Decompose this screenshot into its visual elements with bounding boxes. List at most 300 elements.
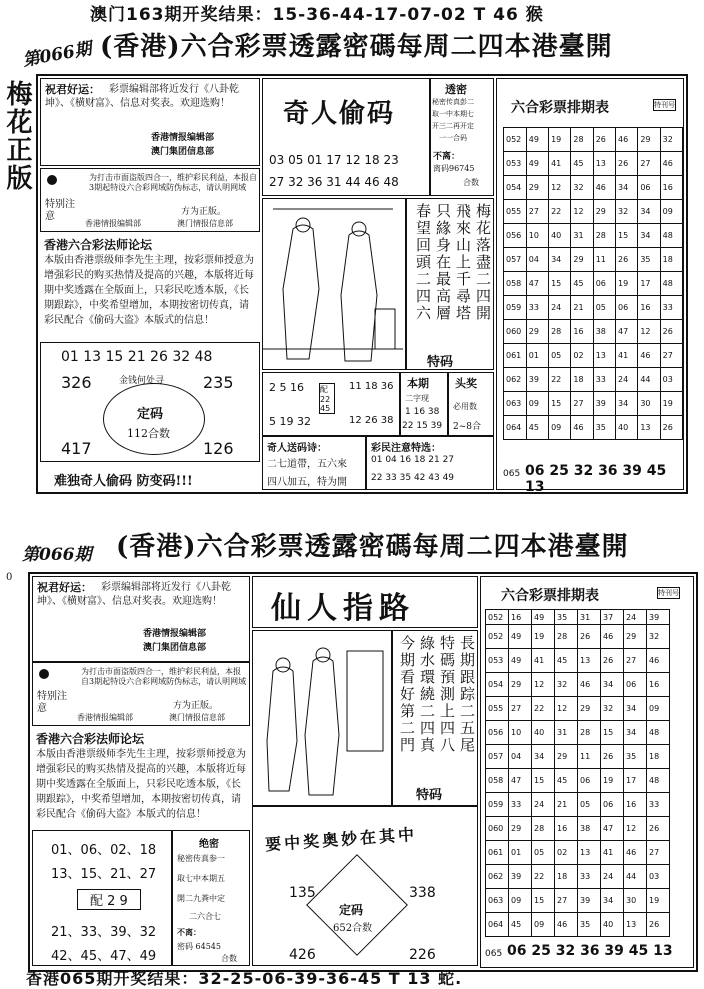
rank-cell: 18 (555, 865, 578, 889)
rank-cell: 28 (578, 721, 601, 745)
rank-cell: 40 (532, 721, 555, 745)
rank-row (486, 817, 670, 841)
juemi-l7: 合数 (221, 954, 237, 963)
rank-cell: 22 (549, 368, 571, 392)
rank-cell: 46 (638, 344, 660, 368)
rank-cell: 34 (549, 248, 571, 272)
toujiang-label: 头奖 (455, 377, 477, 390)
rank-cell: 49 (526, 152, 548, 176)
rank-cell: 29 (593, 200, 615, 224)
rank-row (486, 697, 670, 721)
rank-cell: 47 (526, 272, 548, 296)
rank-cell: 12 (532, 673, 555, 697)
rank-cell: 34 (601, 889, 624, 913)
rank-cell: 46 (601, 625, 624, 649)
caimin-line2: 22 33 35 42 43 49 (371, 473, 455, 483)
rank-cell: 11 (593, 248, 615, 272)
greeting-title-2: 祝君好运： (37, 581, 92, 594)
dia-tl: 135 (289, 885, 316, 901)
rank-grid-1 (503, 127, 683, 440)
rank-cell: 27 (571, 392, 593, 416)
rank-last-2: 06 25 32 36 39 45 13 (507, 943, 673, 959)
rank-cell: 33 (660, 296, 682, 320)
circle-tr: 235 (203, 373, 234, 392)
rank-cell: 26 (601, 745, 624, 769)
rank-cell: 02 (571, 344, 593, 368)
rank-cell: 059 (504, 296, 527, 320)
rank-cell: 05 (578, 793, 601, 817)
juemi-l6: 密码 64545 (177, 942, 221, 951)
rank-cell: 27 (526, 200, 548, 224)
rank-cell: 052 (486, 625, 509, 649)
rank-cell: 16 (555, 817, 578, 841)
side-title: 梅花正版 (2, 80, 32, 192)
notice-sign1-2: 方为正版。 (173, 701, 219, 711)
rank-cell: 47 (601, 817, 624, 841)
rank-cell: 12 (638, 320, 660, 344)
greeting-sign2: 澳门集团信息部 (151, 147, 215, 157)
rank-grid-2 (485, 609, 670, 937)
rank-cell: 06 (593, 272, 615, 296)
rank-row (504, 272, 683, 296)
rank-row (486, 889, 670, 913)
rank-cell: 19 (660, 392, 682, 416)
rank-cell: 056 (504, 224, 527, 248)
rank-cell: 49 (526, 128, 548, 152)
rank-cell: 16 (638, 296, 660, 320)
rank-cell: 31 (555, 721, 578, 745)
rank-cell: 053 (486, 649, 509, 673)
forum-title: 香港六合彩法师论坛 (44, 238, 153, 252)
dia-sub: 652合数 (333, 923, 373, 934)
rank-header-cell: 37 (601, 610, 624, 625)
benqi-label: 本期 (407, 377, 429, 390)
rank-cell: 12 (555, 697, 578, 721)
rank-cell: 34 (638, 200, 660, 224)
mid-mid1: 11 18 36 (349, 381, 394, 392)
rank-last-1: 06 25 32 36 39 45 13 (525, 463, 667, 495)
rank-row (504, 152, 683, 176)
bomb-icon-2 (39, 669, 49, 679)
rank-cell: 30 (638, 392, 660, 416)
dia-tr: 338 (409, 885, 436, 901)
rank-cell: 17 (624, 769, 647, 793)
rank-cell: 38 (578, 817, 601, 841)
rank-cell: 46 (593, 176, 615, 200)
nums-row-3: 配 2 9 (77, 889, 141, 910)
rank-cell: 064 (486, 913, 509, 937)
rank-cell: 26 (647, 817, 670, 841)
notice-sign1: 方为正版。 (181, 207, 227, 217)
rank-cell: 30 (624, 889, 647, 913)
rank-cell: 06 (578, 769, 601, 793)
rank-cell: 063 (504, 392, 527, 416)
rank-cell: 054 (504, 176, 527, 200)
rank-cell: 15 (532, 769, 555, 793)
circle-br: 126 (203, 439, 234, 458)
juemi-l3: 開二九粪中定 (177, 894, 225, 903)
rank-cell: 11 (578, 745, 601, 769)
secret-l7: 合数 (463, 178, 479, 187)
rank-row (486, 769, 670, 793)
rank-cell: 15 (549, 272, 571, 296)
benqi-nums2: 22 15 39 (402, 421, 443, 431)
rank-cell: 34 (624, 721, 647, 745)
rank-cell: 29 (509, 817, 532, 841)
rank-cell: 09 (647, 697, 670, 721)
toujiang-val: 2~8合 (453, 422, 481, 432)
benqi-box-1 (400, 372, 448, 436)
rank-row (504, 392, 683, 416)
rank-row (486, 673, 670, 697)
rank-cell: 34 (638, 224, 660, 248)
rank-header-cell: 49 (532, 610, 555, 625)
rank-cell: 32 (660, 128, 682, 152)
mid-box-1 (262, 372, 400, 436)
rank-cell: 31 (571, 224, 593, 248)
rank-cell: 39 (593, 392, 615, 416)
page1-header: (香港)六合彩票透露密碼每周二四本港臺開 (100, 32, 613, 62)
rank-row (504, 296, 683, 320)
rank-cell: 27 (509, 697, 532, 721)
rank-table-2 (480, 576, 694, 968)
rank-cell: 29 (571, 248, 593, 272)
rank-cell: 40 (616, 416, 638, 440)
juemi-l2: 取七中本期五 (177, 874, 225, 883)
mid-left1: 2 5 16 (269, 381, 304, 394)
rank-cell: 29 (578, 697, 601, 721)
illustration-1 (262, 198, 406, 370)
poem-col-1: 梅花落盡二四開 (474, 203, 492, 322)
rank-cell: 26 (660, 320, 682, 344)
rank-cell: 17 (638, 272, 660, 296)
rank-cell: 16 (647, 673, 670, 697)
rank-cell: 057 (486, 745, 509, 769)
rank-cell: 061 (504, 344, 527, 368)
rank-cell: 15 (601, 721, 624, 745)
bottom-result: 香港065期开奖结果：32-25-06-39-36-45 T 13 蛇. (26, 969, 463, 988)
figures-illustration (263, 199, 403, 367)
rank-cell: 059 (486, 793, 509, 817)
rank-title-2: 六合彩票排期表 (501, 588, 599, 604)
rank-cell: 15 (532, 889, 555, 913)
rank-cell: 49 (509, 649, 532, 673)
rank-cell: 03 (660, 368, 682, 392)
rank-cell: 46 (660, 152, 682, 176)
rank-cell: 05 (593, 296, 615, 320)
caimin-box-1 (366, 436, 494, 490)
rank-cell: 05 (532, 841, 555, 865)
forum-text-2: 本版由香港票级师李先生主理，按彩票师授意为增强彩民的购买热情及提高的兴趣，本版将近每期中奖透露在全版面上，只彩民吃透本版，《长期跟踪》，中奖希望增加，本期按密切传真，请彩民配合《偷码大盗》本版式的信息！ (36, 749, 246, 820)
rank-cell: 27 (647, 841, 670, 865)
rank-cell: 04 (509, 745, 532, 769)
rank-cell: 060 (486, 817, 509, 841)
rank-cell: 45 (509, 913, 532, 937)
rank-cell: 058 (486, 769, 509, 793)
rank-cell: 04 (526, 248, 548, 272)
rank-cell: 39 (526, 368, 548, 392)
rank-cell: 01 (526, 344, 548, 368)
secret-box-1 (430, 78, 494, 196)
rank-cell: 40 (549, 224, 571, 248)
rank-cell: 13 (578, 649, 601, 673)
rank-cell: 29 (624, 625, 647, 649)
rank-cell: 38 (593, 320, 615, 344)
issue-label-1: 第066期 (21, 39, 94, 71)
rank-cell: 46 (616, 128, 638, 152)
rank-cell: 19 (601, 769, 624, 793)
rank-cell: 26 (593, 128, 615, 152)
rank-row (486, 745, 670, 769)
rank-cell: 48 (647, 769, 670, 793)
forum-block-2 (36, 730, 248, 822)
rank-row (486, 721, 670, 745)
rank-cell: 055 (486, 697, 509, 721)
greeting-sign1: 香港情报编辑部 (151, 133, 215, 143)
rank-cell: 22 (532, 697, 555, 721)
rank-cell: 35 (638, 248, 660, 272)
secret-l5: 不离： (433, 152, 461, 162)
secret-l6: 离码96745 (433, 164, 475, 173)
rank-header-cell: 052 (486, 610, 509, 625)
rank-cell: 13 (624, 913, 647, 937)
rank-cell: 47 (509, 769, 532, 793)
rank-cell: 056 (486, 721, 509, 745)
greeting-text: 彩票编辑部将近发行《八卦乾坤》、《横财富》、信息对奖表。欢迎选购！ (45, 84, 239, 109)
notice-text: 为打击市面盗版四合一，维护彩民利益，本报自3期起特设六合彩网域防伪标志，请认明网域 (89, 173, 257, 192)
dia-center: 定码 (339, 903, 364, 917)
poem-col-2: 飛來山上千尋塔 (454, 203, 472, 322)
notice-sign2b: 澳门情报信息部 (177, 219, 233, 228)
secret-l3: 开三二再开定 (432, 122, 474, 130)
rank-header-cell: 31 (578, 610, 601, 625)
caimin-line1: 01 04 16 18 21 27 (371, 455, 455, 465)
rank-row (504, 416, 683, 440)
greeting-text-2: 彩票编辑部将近发行《八卦乾坤》、《横财富》、信息对奖表。欢迎选购！ (37, 582, 231, 607)
illustration-2 (252, 630, 392, 806)
rank-cell: 35 (578, 913, 601, 937)
rank-cell: 29 (555, 745, 578, 769)
rank-cell: 28 (549, 320, 571, 344)
nums-box-2 (32, 830, 172, 966)
rank-cell: 19 (616, 272, 638, 296)
bomb-icon (47, 175, 57, 185)
rank-cell: 45 (571, 272, 593, 296)
rank-cell: 09 (549, 416, 571, 440)
rank-row (504, 320, 683, 344)
rank-cell: 41 (532, 649, 555, 673)
rank-header-cell: 16 (509, 610, 532, 625)
rank-cell: 48 (660, 224, 682, 248)
center-box-1 (262, 78, 430, 196)
poem-col-3: 只緣身在最高層 (434, 203, 452, 322)
poem2-col-4: 今期看好第二門 (398, 635, 416, 754)
qiren-box-1 (262, 436, 366, 490)
circle-bl: 417 (61, 439, 92, 458)
rank-cell: 41 (616, 344, 638, 368)
page2-zero: 0 (6, 572, 13, 583)
rank-row (504, 344, 683, 368)
rank-cell: 24 (616, 368, 638, 392)
issue-label-2: 第066期 (22, 545, 92, 565)
tema-label-1: 特码 (427, 355, 454, 370)
rank-cell: 28 (593, 224, 615, 248)
rank-cell: 09 (526, 392, 548, 416)
special-label-2: 特别注意 (37, 691, 67, 714)
circle-arc: 金钱何处寻 (119, 376, 165, 386)
rank-cell: 46 (647, 649, 670, 673)
rank-cell: 34 (624, 697, 647, 721)
juemi-box-2 (172, 830, 250, 966)
circle-box-1 (40, 342, 260, 462)
rank-cell: 34 (616, 176, 638, 200)
secret-l1: 秘密传真彭二 (432, 98, 474, 106)
rank-cell: 18 (647, 745, 670, 769)
rank-cell: 29 (509, 673, 532, 697)
rank-cell: 21 (555, 793, 578, 817)
center-nums2: 27 32 36 31 44 46 48 (269, 175, 399, 189)
rank-row (486, 841, 670, 865)
rank-cell: 47 (616, 320, 638, 344)
rank-cell: 06 (624, 673, 647, 697)
diamond-box-2 (252, 806, 478, 966)
rank-cell: 21 (571, 296, 593, 320)
rank-cell: 35 (624, 745, 647, 769)
rank-cell: 24 (549, 296, 571, 320)
rank-cell: 46 (571, 416, 593, 440)
rank-cell: 05 (549, 344, 571, 368)
rank-cell: 12 (624, 817, 647, 841)
rank-cell: 10 (509, 721, 532, 745)
rank-cell: 41 (549, 152, 571, 176)
rank-cell: 24 (601, 865, 624, 889)
rank-cell: 18 (660, 248, 682, 272)
rank-cell: 28 (555, 625, 578, 649)
rank-cell: 26 (647, 913, 670, 937)
rank-cell: 33 (578, 865, 601, 889)
rank-row (504, 176, 683, 200)
toujiang-sub: 必用数 (453, 402, 477, 411)
rank-cell: 27 (638, 152, 660, 176)
rank-cell: 45 (555, 649, 578, 673)
rank-cell: 44 (638, 368, 660, 392)
rank-cell: 058 (504, 272, 527, 296)
juemi-title: 绝密 (199, 839, 219, 850)
rank-cell: 32 (616, 200, 638, 224)
rank-cell: 32 (601, 697, 624, 721)
rank-cell: 39 (578, 889, 601, 913)
rank-cell: 34 (601, 673, 624, 697)
rank-cell: 053 (504, 152, 527, 176)
tema-label-2: 特码 (416, 788, 443, 803)
rank-cell: 27 (555, 889, 578, 913)
rank-cell: 09 (532, 913, 555, 937)
center-nums1: 03 05 01 17 12 18 23 (269, 153, 399, 167)
rank-cell: 055 (504, 200, 527, 224)
center-box-2 (252, 576, 478, 628)
rank-cell: 32 (647, 625, 670, 649)
dia-br: 226 (409, 947, 436, 963)
rank-cell: 32 (571, 176, 593, 200)
rank-cell: 060 (504, 320, 527, 344)
rank-cell: 13 (593, 344, 615, 368)
rank-cell: 26 (616, 248, 638, 272)
rank-cell: 28 (571, 128, 593, 152)
rank-cell: 33 (647, 793, 670, 817)
mid-mid2: 12 26 38 (349, 415, 394, 426)
forum-block-1 (44, 236, 258, 328)
greeting-box-2 (32, 576, 250, 662)
rank-row (486, 649, 670, 673)
rank-row (486, 913, 670, 937)
rank-cell: 09 (660, 200, 682, 224)
rank-header-cell: 39 (647, 610, 670, 625)
rank-header-row (486, 610, 670, 625)
rank-cell: 45 (555, 769, 578, 793)
figures-illustration-2 (253, 631, 389, 803)
juemi-l5: 不离： (177, 927, 201, 937)
rank-cell: 02 (555, 841, 578, 865)
rank-cell: 49 (509, 625, 532, 649)
rank-cell: 062 (504, 368, 527, 392)
juemi-l1: 秘密传真参一 (177, 854, 225, 863)
rank-header-cell: 35 (555, 610, 578, 625)
rank-cell: 24 (532, 793, 555, 817)
nums-row-2: 13、15、21、27 (51, 867, 157, 882)
mid-left-box: 配22 45 (319, 383, 335, 414)
rank-cell: 15 (549, 392, 571, 416)
rank-cell: 45 (571, 152, 593, 176)
nums-row-1: 01、06、02、18 (51, 843, 157, 858)
rank-cell: 12 (549, 176, 571, 200)
secret-l4: 一一合码 (439, 134, 467, 142)
notice-box-1 (40, 168, 260, 232)
rank-cell: 063 (486, 889, 509, 913)
rank-cell: 32 (555, 673, 578, 697)
secret-l2: 取一中本期七 (432, 110, 474, 118)
rank-row (504, 128, 683, 152)
dia-bl: 426 (289, 947, 316, 963)
rank-row (486, 865, 670, 889)
rank-cell: 01 (509, 841, 532, 865)
rank-cell: 27 (660, 344, 682, 368)
rank-cell: 29 (526, 176, 548, 200)
rank-cell: 33 (526, 296, 548, 320)
arc-title: 要中奖奥妙在其中 (264, 824, 418, 855)
rank-cell: 19 (647, 889, 670, 913)
rank-cell: 16 (660, 176, 682, 200)
special-label: 特别注意 (45, 199, 75, 222)
greeting-title: 祝君好运： (45, 83, 100, 96)
benqi-nums1: 1 16 38 (405, 407, 440, 417)
rank-cell: 35 (593, 416, 615, 440)
qiren-title: 奇人送码诗： (267, 443, 327, 454)
poem2-col-1: 長期跟踪二五尾 (458, 635, 476, 754)
rank-cell: 06 (616, 296, 638, 320)
rank-cell: 13 (638, 416, 660, 440)
page2-header: (香港)六合彩票透露密碼每周二四本港臺開 (116, 532, 629, 562)
center-title: 奇人偷码 (283, 99, 396, 129)
rank-cell: 48 (660, 272, 682, 296)
secret-title: 透密 (445, 83, 467, 96)
nums-row-4: 21、33、39、32 (51, 925, 157, 940)
greeting-box-1 (40, 78, 260, 166)
notice-sign2a: 香港情报编辑部 (85, 219, 141, 228)
rank-cell: 052 (504, 128, 527, 152)
center-title-2: 仙人指路 (271, 591, 415, 626)
rank-header-cell: 24 (624, 610, 647, 625)
rank-cell: 062 (486, 865, 509, 889)
